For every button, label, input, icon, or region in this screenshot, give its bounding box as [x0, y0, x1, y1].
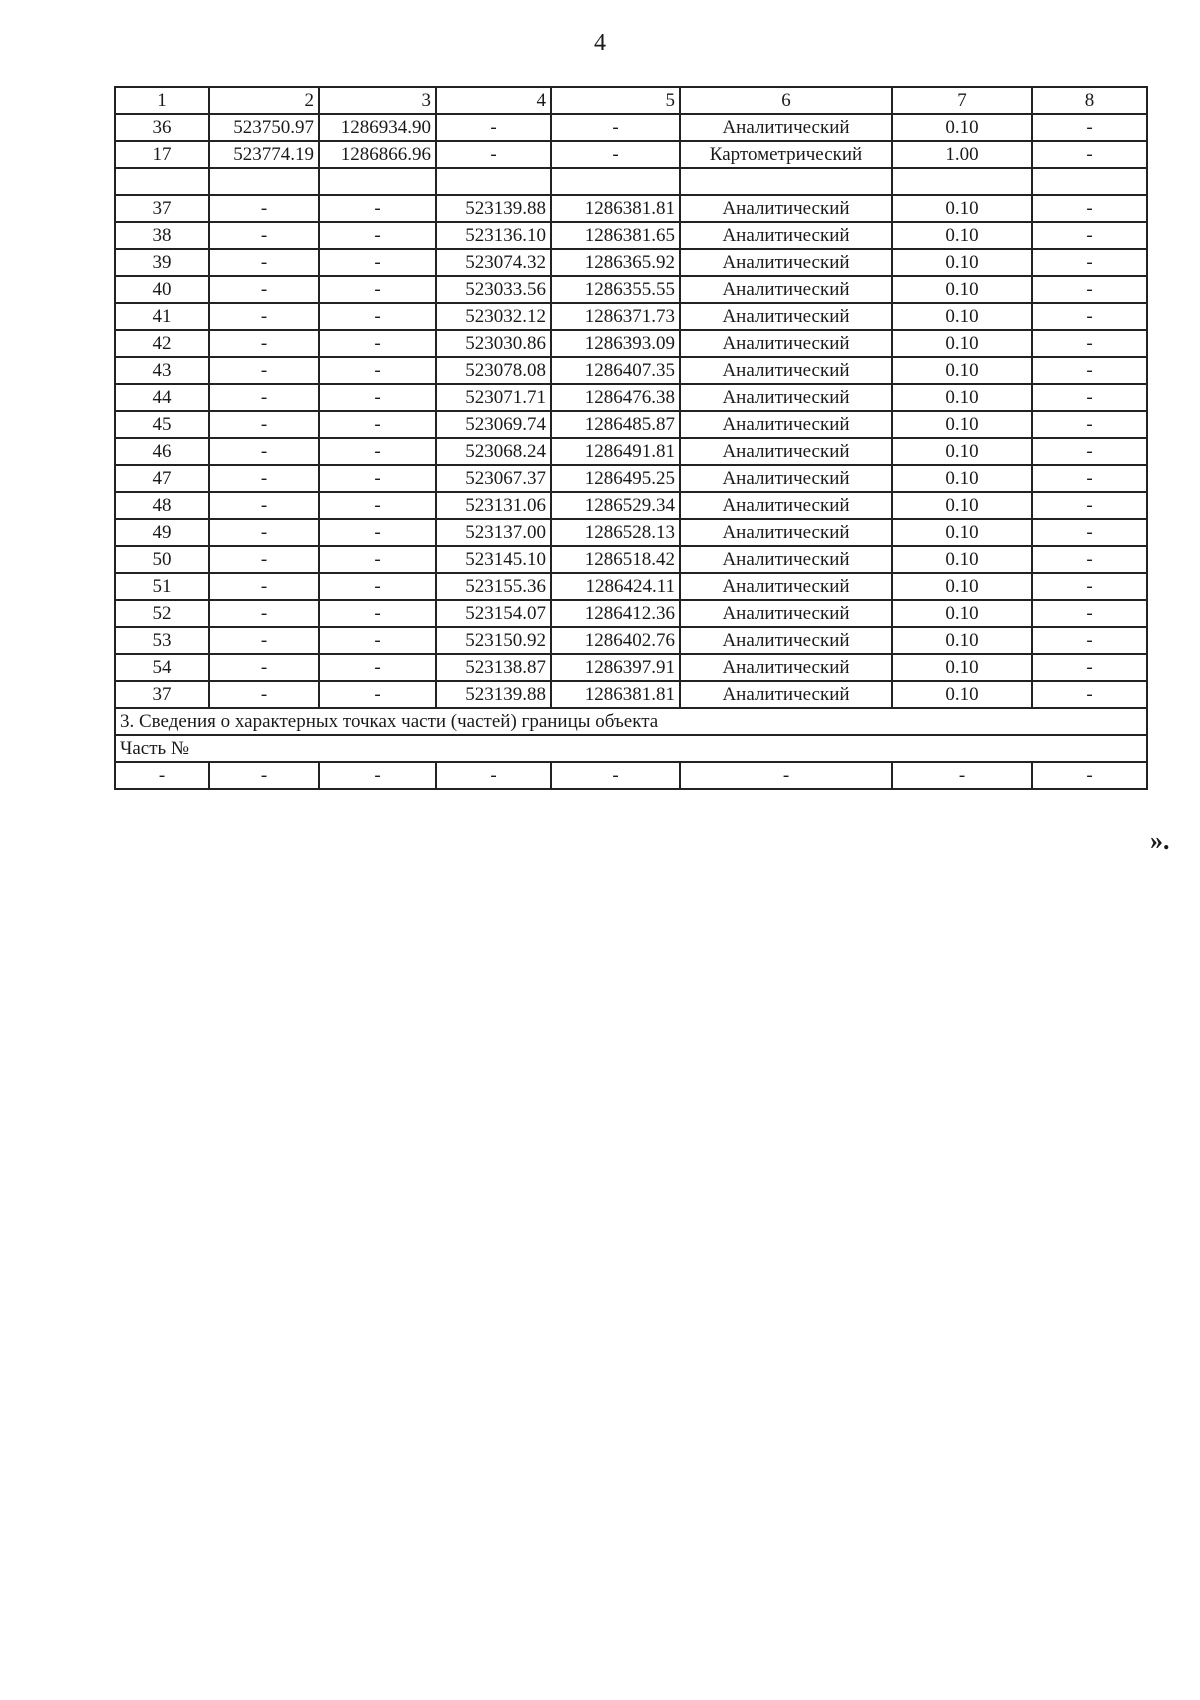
- table-cell: 0.10: [892, 384, 1032, 411]
- table-cell: Аналитический: [680, 384, 892, 411]
- table-cell: 523155.36: [436, 573, 551, 600]
- table-cell: 2: [209, 87, 319, 114]
- table-cell: 523069.74: [436, 411, 551, 438]
- table-cell: -: [1032, 357, 1147, 384]
- section-title-row-text: 3. Сведения о характерных точках части (частей) границы объекта: [115, 708, 1147, 735]
- table-cell: 1286381.81: [551, 195, 680, 222]
- table-cell: -: [551, 141, 680, 168]
- table-cell: -: [209, 465, 319, 492]
- table-cell: -: [115, 762, 209, 789]
- table-cell: 1286424.11: [551, 573, 680, 600]
- table-cell: 523137.00: [436, 519, 551, 546]
- table-header-row: [115, 87, 1147, 114]
- table-cell: 1286495.25: [551, 465, 680, 492]
- table-cell: -: [209, 303, 319, 330]
- table-cell: -: [319, 465, 436, 492]
- table-cell: -: [1032, 195, 1147, 222]
- table-cell: -: [209, 276, 319, 303]
- table-cell: 17: [115, 141, 209, 168]
- table-cell: -: [209, 600, 319, 627]
- table-cell: -: [1032, 627, 1147, 654]
- table-cell: -: [1032, 222, 1147, 249]
- table-cell: Аналитический: [680, 654, 892, 681]
- table-cell: 0.10: [892, 276, 1032, 303]
- table-cell: -: [319, 303, 436, 330]
- table-cell: 1286355.55: [551, 276, 680, 303]
- table-cell: 0.10: [892, 600, 1032, 627]
- table-cell: -: [1032, 573, 1147, 600]
- table-cell: 0.10: [892, 303, 1032, 330]
- table-cell: -: [1032, 465, 1147, 492]
- table-cell: 523154.07: [436, 600, 551, 627]
- table-cell: Аналитический: [680, 276, 892, 303]
- table-cell: -: [1032, 114, 1147, 141]
- table-cell: 43: [115, 357, 209, 384]
- table-cell: 46: [115, 438, 209, 465]
- table-cell: -: [209, 654, 319, 681]
- table-cell: -: [1032, 438, 1147, 465]
- table-cell: -: [319, 627, 436, 654]
- table-cell: 523138.87: [436, 654, 551, 681]
- table-cell: -: [1032, 681, 1147, 708]
- table-cell: -: [209, 546, 319, 573]
- table-cell: -: [1032, 546, 1147, 573]
- table-cell: -: [209, 438, 319, 465]
- table-cell: 1286412.36: [551, 600, 680, 627]
- table-cell: 37: [115, 681, 209, 708]
- coordinates-table: [114, 86, 1148, 790]
- table-cell: -: [1032, 141, 1147, 168]
- table-cell: Аналитический: [680, 573, 892, 600]
- table-row: [115, 519, 1147, 546]
- table-cell: -: [436, 762, 551, 789]
- table-cell: 39: [115, 249, 209, 276]
- table-row: [115, 357, 1147, 384]
- table-cell: Аналитический: [680, 438, 892, 465]
- table-cell: -: [551, 114, 680, 141]
- table-cell: 523150.92: [436, 627, 551, 654]
- table-cell: 0.10: [892, 411, 1032, 438]
- table-cell: 1286518.42: [551, 546, 680, 573]
- table-cell: [319, 168, 436, 195]
- table-cell: -: [209, 492, 319, 519]
- table-cell: 51: [115, 573, 209, 600]
- section-title-row: [115, 708, 1147, 735]
- table-row: [115, 330, 1147, 357]
- table-cell: -: [209, 519, 319, 546]
- table-cell: -: [319, 573, 436, 600]
- table-cell: 523136.10: [436, 222, 551, 249]
- table-cell: 523774.19: [209, 141, 319, 168]
- table-cell: 1.00: [892, 141, 1032, 168]
- table-cell: 45: [115, 411, 209, 438]
- table-cell: -: [209, 195, 319, 222]
- table-cell: Аналитический: [680, 627, 892, 654]
- table-cell: -: [319, 600, 436, 627]
- table-cell: 0.10: [892, 330, 1032, 357]
- table-cell: -: [319, 411, 436, 438]
- table-cell: Картометрический: [680, 141, 892, 168]
- table-cell: Аналитический: [680, 303, 892, 330]
- table-cell: 1286397.91: [551, 654, 680, 681]
- table-cell: -: [319, 546, 436, 573]
- table-cell: 5: [551, 87, 680, 114]
- table-cell: -: [209, 330, 319, 357]
- table-cell: 52: [115, 600, 209, 627]
- table-cell: -: [319, 681, 436, 708]
- table-cell: 1286393.09: [551, 330, 680, 357]
- table-cell: 0.10: [892, 654, 1032, 681]
- table-cell: 1286528.13: [551, 519, 680, 546]
- table-cell: 0.10: [892, 681, 1032, 708]
- table-cell: 42: [115, 330, 209, 357]
- table-row: [115, 546, 1147, 573]
- table-cell: 40: [115, 276, 209, 303]
- table-cell: 1286529.34: [551, 492, 680, 519]
- table-cell: -: [319, 762, 436, 789]
- table-cell: -: [1032, 276, 1147, 303]
- table-cell: [551, 168, 680, 195]
- table-cell: 523071.71: [436, 384, 551, 411]
- table-cell: 4: [436, 87, 551, 114]
- table-cell: 0.10: [892, 114, 1032, 141]
- table-cell: -: [1032, 330, 1147, 357]
- table-cell: -: [209, 384, 319, 411]
- table-cell: 1: [115, 87, 209, 114]
- table-cell: 0.10: [892, 546, 1032, 573]
- table-cell: Аналитический: [680, 492, 892, 519]
- table-cell: [436, 168, 551, 195]
- table-cell: -: [680, 762, 892, 789]
- table-cell: -: [1032, 492, 1147, 519]
- table-row: [115, 249, 1147, 276]
- table-cell: -: [1032, 600, 1147, 627]
- table-cell: Аналитический: [680, 114, 892, 141]
- table-cell: 6: [680, 87, 892, 114]
- table-row: [115, 384, 1147, 411]
- table-cell: 0.10: [892, 222, 1032, 249]
- table-cell: [115, 168, 209, 195]
- table-cell: 0.10: [892, 438, 1032, 465]
- table-cell: Аналитический: [680, 681, 892, 708]
- table-cell: 0.10: [892, 492, 1032, 519]
- table-cell: -: [436, 141, 551, 168]
- table-cell: -: [209, 357, 319, 384]
- table-cell: -: [209, 762, 319, 789]
- table-row: [115, 195, 1147, 222]
- table-cell: 1286407.35: [551, 357, 680, 384]
- table-row: [115, 627, 1147, 654]
- table-cell: -: [319, 492, 436, 519]
- table-cell: 7: [892, 87, 1032, 114]
- table-row: [115, 600, 1147, 627]
- table-cell: 523139.88: [436, 195, 551, 222]
- table-cell: -: [209, 681, 319, 708]
- table-cell: 1286934.90: [319, 114, 436, 141]
- table-row: [115, 303, 1147, 330]
- table-cell: -: [319, 276, 436, 303]
- table-cell: 0.10: [892, 627, 1032, 654]
- table-cell: 0.10: [892, 573, 1032, 600]
- table-cell: -: [209, 627, 319, 654]
- table-row: [115, 654, 1147, 681]
- table-cell: Аналитический: [680, 195, 892, 222]
- table-cell: 523074.32: [436, 249, 551, 276]
- table-row: [115, 411, 1147, 438]
- table-cell: -: [892, 762, 1032, 789]
- part-label-row: [115, 735, 1147, 762]
- table-row: [115, 276, 1147, 303]
- table-cell: 48: [115, 492, 209, 519]
- table-row: [115, 222, 1147, 249]
- table-cell: [892, 168, 1032, 195]
- table-cell: 523145.10: [436, 546, 551, 573]
- table-cell: -: [436, 114, 551, 141]
- table-row: [115, 438, 1147, 465]
- table-cell: 44: [115, 384, 209, 411]
- table-cell: -: [209, 411, 319, 438]
- table-cell: 523068.24: [436, 438, 551, 465]
- table-cell: [1032, 168, 1147, 195]
- table-cell: [680, 168, 892, 195]
- table-cell: 523067.37: [436, 465, 551, 492]
- table-cell: Аналитический: [680, 519, 892, 546]
- table-cell: 523131.06: [436, 492, 551, 519]
- table-row: [115, 114, 1147, 141]
- table-row: [115, 141, 1147, 168]
- table-cell: 0.10: [892, 249, 1032, 276]
- table-cell: 1286485.87: [551, 411, 680, 438]
- table-cell: 0.10: [892, 465, 1032, 492]
- table-cell: 54: [115, 654, 209, 681]
- table-cell: 0.10: [892, 195, 1032, 222]
- table-cell: 1286381.81: [551, 681, 680, 708]
- table-cell: -: [319, 384, 436, 411]
- page-number: 4: [594, 30, 606, 56]
- table-cell: -: [1032, 762, 1147, 789]
- table-cell: 0.10: [892, 357, 1032, 384]
- table-row: [115, 573, 1147, 600]
- table-cell: 1286491.81: [551, 438, 680, 465]
- table-cell: -: [319, 222, 436, 249]
- table-cell: Аналитический: [680, 411, 892, 438]
- table-cell: Аналитический: [680, 546, 892, 573]
- table-cell: -: [1032, 519, 1147, 546]
- table-cell: 1286402.76: [551, 627, 680, 654]
- table-row: [115, 492, 1147, 519]
- table-cell: -: [319, 519, 436, 546]
- table-cell: -: [319, 357, 436, 384]
- closing-quote: ».: [1150, 826, 1170, 855]
- table-cell: 37: [115, 195, 209, 222]
- table-cell: 1286381.65: [551, 222, 680, 249]
- table-cell: 41: [115, 303, 209, 330]
- table-cell: -: [1032, 249, 1147, 276]
- table-cell: 47: [115, 465, 209, 492]
- table-cell: 1286371.73: [551, 303, 680, 330]
- table-cell: 50: [115, 546, 209, 573]
- table-cell: 523750.97: [209, 114, 319, 141]
- table-cell: -: [551, 762, 680, 789]
- table-cell: -: [1032, 411, 1147, 438]
- table-cell: Аналитический: [680, 465, 892, 492]
- table-cell: -: [1032, 654, 1147, 681]
- table-cell: -: [319, 249, 436, 276]
- table-cell: 36: [115, 114, 209, 141]
- table-cell: 1286476.38: [551, 384, 680, 411]
- table-cell: 523030.86: [436, 330, 551, 357]
- table-cell: -: [319, 330, 436, 357]
- table-cell: 0.10: [892, 519, 1032, 546]
- table-cell: -: [209, 573, 319, 600]
- table-cell: 523078.08: [436, 357, 551, 384]
- table-row: [115, 465, 1147, 492]
- table-row: [115, 168, 1147, 195]
- table-cell: 523139.88: [436, 681, 551, 708]
- table-cell: 8: [1032, 87, 1147, 114]
- table-cell: Аналитический: [680, 600, 892, 627]
- table-cell: -: [209, 222, 319, 249]
- table-cell: Аналитический: [680, 249, 892, 276]
- table-cell: -: [319, 438, 436, 465]
- table-cell: -: [319, 195, 436, 222]
- table-cell: 1286365.92: [551, 249, 680, 276]
- table-cell: 49: [115, 519, 209, 546]
- table-cell: 38: [115, 222, 209, 249]
- table-cell: -: [209, 249, 319, 276]
- table-cell: Аналитический: [680, 222, 892, 249]
- table-cell: -: [1032, 303, 1147, 330]
- table-cell: 3: [319, 87, 436, 114]
- table-cell: 1286866.96: [319, 141, 436, 168]
- table-cell: [209, 168, 319, 195]
- part-label-row-text: Часть №: [115, 735, 1147, 762]
- table-cell: 523033.56: [436, 276, 551, 303]
- table-cell: Аналитический: [680, 330, 892, 357]
- table-cell: 523032.12: [436, 303, 551, 330]
- table-cell: Аналитический: [680, 357, 892, 384]
- table-cell: -: [1032, 384, 1147, 411]
- table-cell: -: [319, 654, 436, 681]
- table-row: [115, 762, 1147, 789]
- table-cell: 53: [115, 627, 209, 654]
- table-row: [115, 681, 1147, 708]
